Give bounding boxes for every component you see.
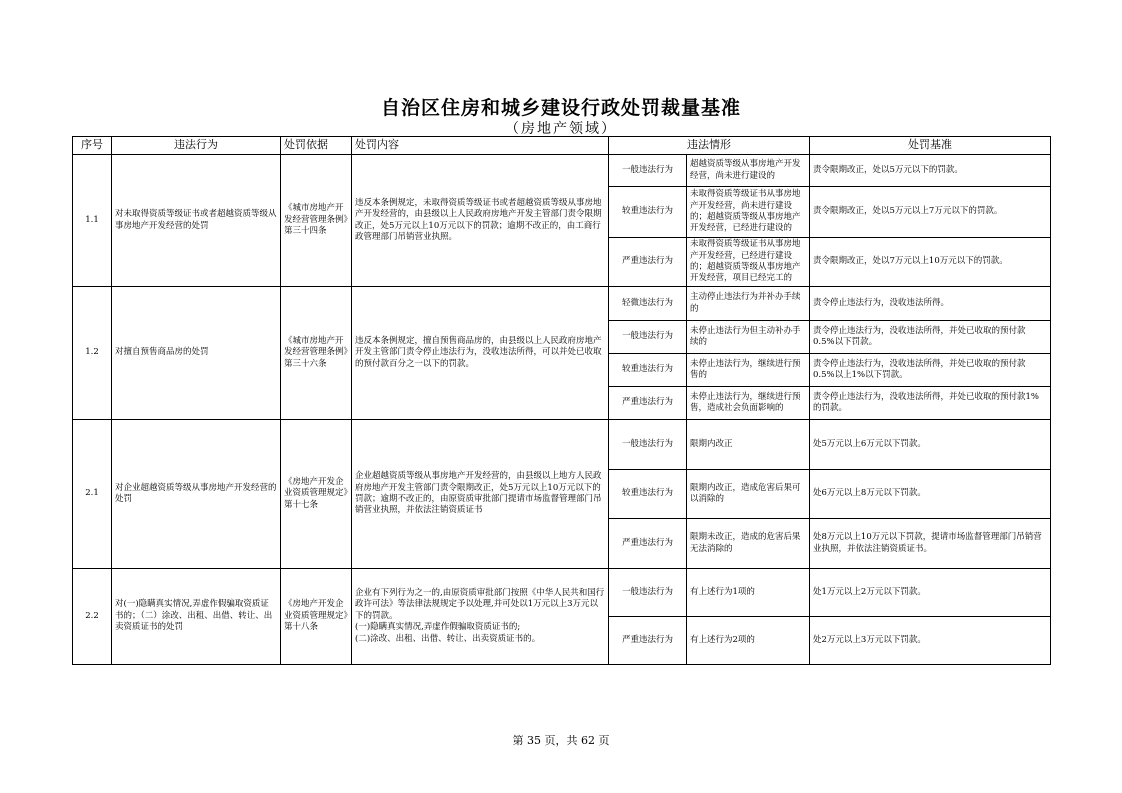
penalty-standard: 处8万元以上10万元以下罚款，提请市场监督管理部门吊销营业执照，并依法注销资质证书。 — [810, 519, 1051, 569]
violation-circumstance: 有上述行为1项的 — [687, 569, 810, 617]
table-row — [73, 155, 1051, 187]
violation-level: 较重违法行为 — [609, 187, 687, 238]
document-subtitle: （房地产领域） — [505, 121, 617, 137]
violation-circumstance: 限期内改正 — [687, 420, 810, 470]
header-basis: 处罚依据 — [281, 137, 352, 155]
table-row — [73, 569, 1051, 617]
penalty-standard: 责令限期改正，处以7万元以上10万元以下的罚款。 — [810, 238, 1051, 287]
violation-circumstance: 限期内改正，造成危害后果可以消除的 — [687, 470, 810, 519]
row-number: 2.1 — [73, 420, 112, 569]
violation-act: 对(一)隐瞒真实情况,弄虚作假骗取资质证书的；（二）涂改、出租、出借、转让、出卖资质证书的处罚 — [112, 569, 281, 665]
penalty-standard: 责令停止违法行为，没收违法所得，并处已收取的预付款1%的罚款。 — [810, 387, 1051, 420]
penalty-table — [72, 136, 1051, 665]
violation-level: 一般违法行为 — [609, 569, 687, 617]
table-row — [73, 420, 1051, 470]
page-footer: 第 35 页，共 62 页 — [512, 734, 610, 747]
violation-level: 轻微违法行为 — [609, 287, 687, 321]
violation-level: 严重违法行为 — [609, 519, 687, 569]
document-title: 自治区住房和城乡建设行政处罚裁量基准 — [380, 97, 741, 119]
violation-level: 较重违法行为 — [609, 354, 687, 387]
penalty-standard: 责令停止违法行为，没收违法所得，并处已收取的预付款0.5%以上1%以下罚款。 — [810, 354, 1051, 387]
header-standard: 处罚基准 — [810, 137, 1051, 155]
violation-circumstance: 未停止违法行为，继续进行预售的 — [687, 354, 810, 387]
violation-act: 对未取得资质等级证书或者超越资质等级从事房地产开发经营的处罚 — [112, 155, 281, 287]
penalty-basis: 《房地产开发企业资质管理规定》第十八条 — [281, 569, 352, 665]
violation-circumstance: 未取得资质等级证书从事房地产开发经营，尚未进行建设的；超越资质等级从事房地产开发经营，已经进行建设的 — [687, 187, 810, 238]
penalty-content: 企业有下列行为之一的,由原资质审批部门按照《中华人民共和国行政许可法》等法律法规规定予以处理,并可处以1万元以上3万元以下的罚款。 (一)隐瞒真实情况,弄虚作假骗取资质证书的; (二)涂改、出租、出借、转让、出卖资质证书的。 — [352, 569, 609, 665]
penalty-basis: 《城市房地产开发经营管理条例》第三十四条 — [281, 155, 352, 287]
penalty-standard: 责令停止违法行为，没收违法所得。 — [810, 287, 1051, 321]
violation-circumstance: 有上述行为2项的 — [687, 617, 810, 665]
violation-level: 一般违法行为 — [609, 321, 687, 354]
violation-circumstance: 未取得资质等级证书从事房地产开发经营，已经进行建设的；超越资质等级从事房地产开发经营，项目已经完工的 — [687, 238, 810, 287]
header-act: 违法行为 — [112, 137, 281, 155]
violation-level: 一般违法行为 — [609, 420, 687, 470]
violation-circumstance: 限期未改正，造成的危害后果无法消除的 — [687, 519, 810, 569]
row-number: 1.1 — [73, 155, 112, 287]
penalty-standard: 处6万元以上8万元以下罚款。 — [810, 470, 1051, 519]
header-no: 序号 — [73, 137, 112, 155]
violation-level: 一般违法行为 — [609, 155, 687, 187]
penalty-content: 企业超越资质等级从事房地产开发经营的，由县级以上地方人民政府房地产开发主管部门责令限期改正，处5万元以上10万元以下的罚款；逾期不改正的，由原资质审批部门提请市场监督管理部门吊销营业执照，并依法注销资质证书 — [352, 420, 609, 569]
violation-circumstance: 超越资质等级从事房地产开发经营，尚未进行建设的 — [687, 155, 810, 187]
violation-level: 严重违法行为 — [609, 387, 687, 420]
penalty-standard: 责令停止违法行为，没收违法所得，并处已收取的预付款0.5%以下罚款。 — [810, 321, 1051, 354]
penalty-standard: 处2万元以上3万元以下罚款。 — [810, 617, 1051, 665]
violation-act: 对擅自预售商品房的处罚 — [112, 287, 281, 420]
penalty-standard: 责令限期改正，处以5万元以下的罚款。 — [810, 155, 1051, 187]
header-circumstance: 违法情形 — [609, 137, 810, 155]
penalty-content: 违反本条例规定，擅自预售商品房的，由县级以上人民政府房地产开发主管部门责令停止违法行为，没收违法所得，可以并处已收取的预付款百分之一以下的罚款。 — [352, 287, 609, 420]
row-number: 2.2 — [73, 569, 112, 665]
penalty-content: 违反本条例规定，未取得资质等级证书或者超越资质等级从事房地产开发经营的，由县级以上人民政府房地产开发主管部门责令限期改正，处5万元以上10万元以下的罚款；逾期不改正的，由工商行政管理部门吊销营业执照。 — [352, 155, 609, 287]
violation-act: 对企业超越资质等级从事房地产开发经营的处罚 — [112, 420, 281, 569]
table-row — [73, 287, 1051, 321]
row-number: 1.2 — [73, 287, 112, 420]
violation-level: 严重违法行为 — [609, 238, 687, 287]
penalty-basis: 《城市房地产开发经营管理条例》第三十六条 — [281, 287, 352, 420]
penalty-standard: 处5万元以上6万元以下罚款。 — [810, 420, 1051, 470]
penalty-standard: 处1万元以上2万元以下罚款。 — [810, 569, 1051, 617]
penalty-standard: 责令限期改正，处以5万元以上7万元以下的罚款。 — [810, 187, 1051, 238]
violation-level: 较重违法行为 — [609, 470, 687, 519]
penalty-basis: 《房地产开发企业资质管理规定》第十七条 — [281, 420, 352, 569]
violation-circumstance: 未停止违法行为但主动补办手续的 — [687, 321, 810, 354]
header-content: 处罚内容 — [352, 137, 609, 155]
violation-circumstance: 未停止违法行为，继续进行预售，造成社会负面影响的 — [687, 387, 810, 420]
violation-level: 严重违法行为 — [609, 617, 687, 665]
header-row — [73, 137, 1051, 155]
violation-circumstance: 主动停止违法行为并补办手续的 — [687, 287, 810, 321]
